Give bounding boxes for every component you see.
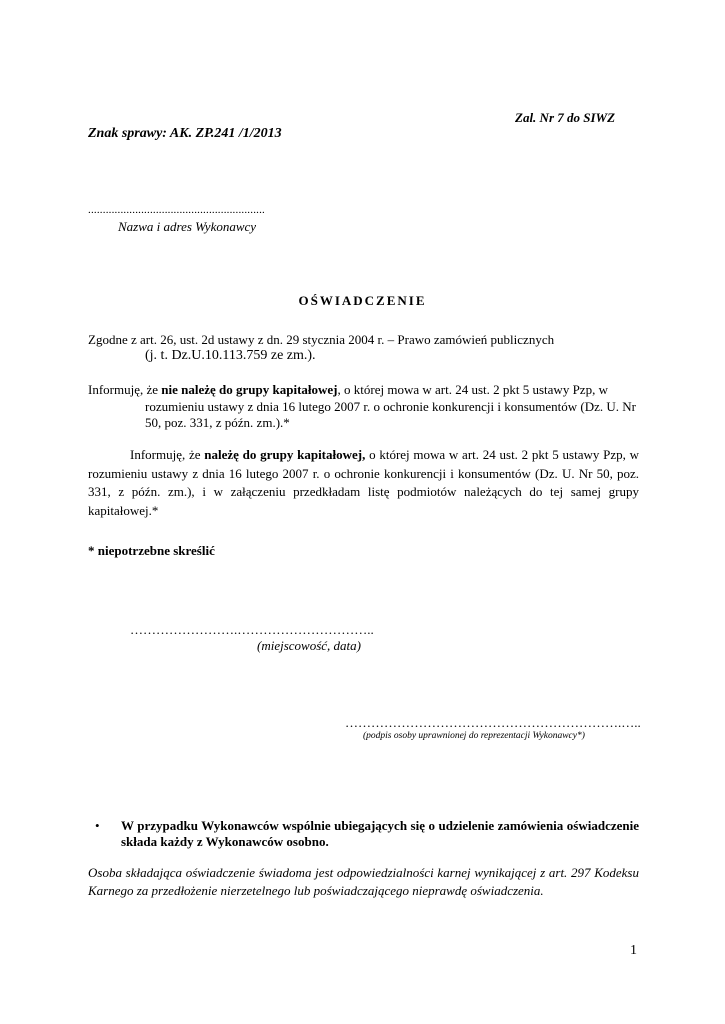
signature-label: (podpis osoby uprawnionej do reprezentacji Wykonawcy*)	[363, 731, 585, 741]
page-number: 1	[630, 943, 637, 958]
statement1-bold: nie należę do grupy kapitałowej	[161, 382, 338, 397]
contractor-dots: ............................................................	[88, 204, 265, 216]
joint-bidders-note: W przypadku Wykonawców wspólnie ubiegających się o udzielenie zamówienia oświadczenie składa każdy z Wykonawców osobno.	[121, 818, 639, 849]
strike-note: * niepotrzebne skreślić	[88, 543, 215, 558]
statement1-rest: rozumieniu ustawy z dnia 16 lutego 2007 r. o ochronie konkurencji i konsumentów (Dz. U. Nr 50, poz. 331, z późn. zm.).*	[145, 398, 637, 430]
liability-statement: Osoba składająca oświadczenie świadoma jest odpowiedzialności karnej wynikającej z art. 297 Kodeksu Karnego za przedłożenie nierzetelnego lub poświadczającego nieprawdę oświadczenia.	[88, 865, 639, 898]
place-date-label: (miejscowość, data)	[257, 638, 361, 653]
contractor-label: Nazwa i adres Wykonawcy	[118, 219, 257, 234]
statement2-bold: należę do grupy kapitałowej,	[204, 447, 366, 462]
statement-not-member	[88, 382, 648, 432]
statement2-pre: Informuję, że	[130, 447, 205, 462]
statement-member	[88, 446, 639, 520]
case-number: Znak sprawy: AK. ZP.241 /1/2013	[88, 126, 282, 141]
statement1-post: , o której mowa w art. 24 ust. 2 pkt 5 ustawy Pzp, w	[337, 382, 608, 397]
bullet-icon: •	[95, 818, 100, 833]
signature-dots: ……………………………………………………….…..	[345, 715, 641, 730]
attachment-label: Zal. Nr 7 do SIWZ	[515, 110, 616, 125]
statement2-post: o której mowa w art. 24 ust. 2 pkt 5 ustawy Pzp, w rozumieniu ustawy z dnia 16 lutego 2007 r. o ochronie konkurencji i konsumentów (Dz. U. Nr 50, poz. 331, z późn. zm.), i w załączeniu przedkładam listę podmiotów należących do tej samej grupy kapitałowej.*	[88, 447, 639, 518]
place-date-dots: …………………….…………………………..	[130, 622, 374, 637]
statement1-pre: Informuję, że	[88, 382, 162, 397]
legal-basis-line2: (j. t. Dz.U.10.113.759 ze zm.).	[145, 348, 316, 363]
document-title: OŚWIADCZENIE	[298, 293, 427, 308]
legal-basis-line1: Zgodne z art. 26, ust. 2d ustawy z dn. 29 stycznia 2004 r. – Prawo zamówień publicznych	[88, 332, 555, 347]
